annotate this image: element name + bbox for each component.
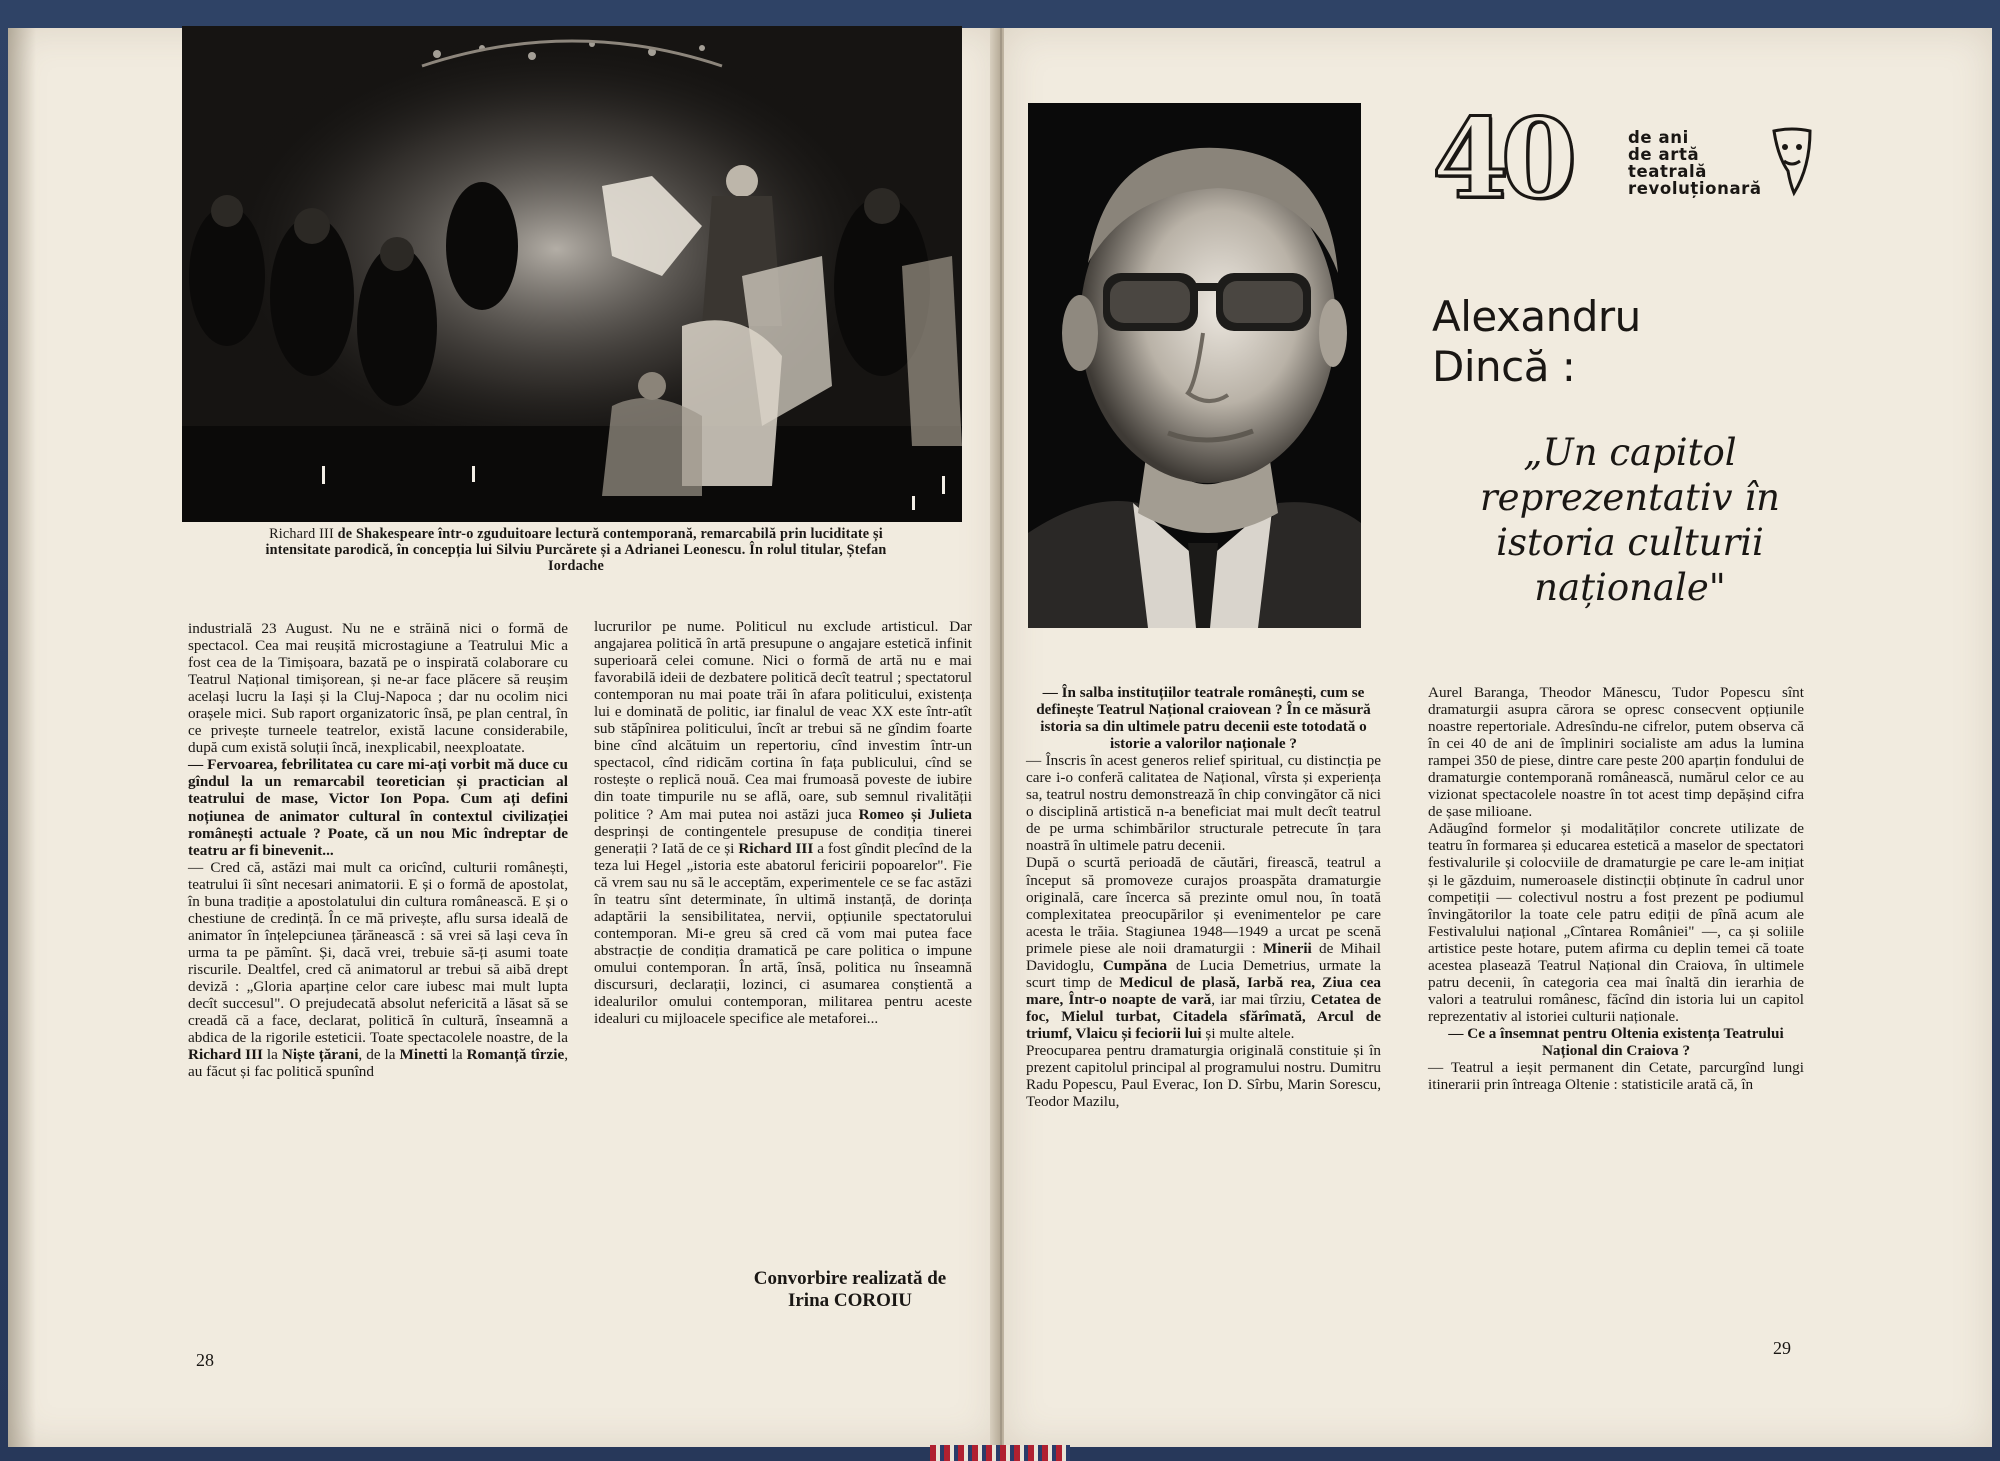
paragraph: Aurel Baranga, Theodor Mănescu, Tudor Popescu sînt dramaturgii asupra cărora se opresc consecvent opțiunile noastre repertoriale. Adresîndu-ne cifrelor, putem observa că în cei 40 de ani de împliniri socialiste am adus la lumina rampei 350 de piese, dintre care peste 200 aparțin fondului de dramaturgie contemporană românească, numărul celor ce au vizionat spectacolele noastre în tot acest timp depășind cifra de șase milioane. (1428, 684, 1804, 821)
text-run: la (262, 1046, 282, 1064)
answer-text: — Cred că, astăzi mai mult ca oricînd, culturii românești, teatrului îi sînt necesari animatorii. E și o formă de apostolat, în buna tradiție a apostolatului din cultura românească. E și o chestiune de credință. În ce mă privește, aflu sursa ideală de animator în înțelepciunea țărănească : să vrei să lași ceva în urma ta pe pămînt. Și, dacă vrei, trebuie să-ți asumi toate riscurile. Dealtfel, cred că animatorul ar trebui să aibă drept deviză : „Gloria aparține celor care iubesc mai mult lupta decît succesul". O prejudecată absolut nefericită a lăsat să se creadă că a face, declarat, politică în cultură, înseamnă a abdica de la rigorile esteticii. Toate spectacolele noastre, de la (188, 858, 568, 1047)
interview-signature (700, 1268, 1000, 1312)
text-run: , iar mai tîrziu, (1211, 990, 1311, 1008)
text-run: lucrurilor pe nume. Politicul nu exclude artisticul. Dar angajarea politică în artă presupune o angajare estetică infinit superioară celei comune. Nici o formă de artă nu e mai favorabilă ideii de dezbatere politică decît teatrul ; spectatorul contemporan nu mai poate trăi în afara politicului, existența lui e dominată de politic, iar finalul de veac XX este într-atît sub stăpînirea politicului, încît ar trebui să ne gîndim foarte bine cînd alcătuim un repertoriu, cînd investim într-un spectacol, cînd ridicăm cortina în fața publicului, cînd se rostește o replică nouă. Cea mai frumoasă poveste de iubire din toate timpurile nu se află, oare, sub semnul rivalității politice ? Am mai putea noi astăzi juca (594, 618, 972, 823)
text-run: , de la (358, 1046, 400, 1064)
play-title: Richard III (188, 1046, 263, 1064)
text-run: După o scurtă perioadă de căutări, firească, teatrul a început să promoveze curajos proaspăta dramaturgie originală, care încerca să prezinte omul nou, în toată complexitatea preocupărilor și evenimentelor pe care acesta le trăia. Stagiunea 1948—1949 a urcat pe scenă primele piese ale noii dramaturgii : (1026, 854, 1381, 957)
play-title: Romanță tîrzie (466, 1046, 565, 1064)
logo-line: de artă (1628, 145, 1700, 164)
signature-author: Irina COROIU (787, 1290, 913, 1311)
text-run: a fost gîndit plecînd de la teza lui Hegel „istoria este abatorul fericirii popoarelor". Fie că vrem sau nu să le acceptăm, experimentele ce se fac astăzi în teatru sînt determinate, în ultimă instanță, de dorința adaptării la sensibilitatea, nervii, opțiunile spectatorului contemporan. Mi-e greu să cred că vom mai putea face abstracție de condiția dramatică pe care politica o impune omului contemporan. În artă, însă, politica nu înseamnă discursuri, declarații, lozinci, ci asumarea conștientă a idealurilor omului contemporan, militarea pentru aceste idealuri cu mijloacele specifice ale metaforei... (594, 839, 972, 1028)
play-title: Cumpăna (1102, 956, 1168, 974)
play-title: Minerii (1262, 939, 1312, 957)
logo-line: teatrală (1628, 162, 1707, 181)
play-title: Romeo și Julieta (858, 805, 972, 823)
paragraph: Adăugînd formelor și modalităților concrete utilizate de teatru în formarea și educarea estetică a maselor de spectatori festivalurile și colocviile de dramaturgie pe care le-am inițiat și le găzduim, numeroasele distincții obținute în cadrul unor competiții — colectivul nostru a fost prezent pe podiumul învingătorilor la toate cele patru ediții de pînă acum ale Festivalului național „Cîntarea României" —, ca și soliile artistice peste hotare, putem afirma cu deplin temei că toate acestea plasează Teatrul Național din Craiova, în ultimele patru decenii, în categoria cea mai înaltă din ierarhia de valori a teatrului românesc, făcînd din istoria lui un capitol reprezentativ al istoriei culturii naționale. (1428, 820, 1804, 1025)
text-run: desprinși de contingentele presupuse de condiția tinerei generații ? Iată de ce și (594, 822, 972, 857)
paragraph: industrială 23 August. Nu ne e străină nici o formă de spectacol. Cea mai reușită microstagiune a Teatrului Mic a fost cea de la Timișoara, bazată pe o inspirată colaborare cu Teatrul Național timișorean, și ne-ar face plăcere să reușim același lucru la Iași și la Cluj-Napoca ; dar nu ocolim nici orașele mici. Sub raport organizatoric însă, pe plan central, în ce privește turneele teatrelor, există lacune considerabile, după cum există soluții încă, inexplicabil, neexploatate. (188, 620, 568, 757)
theater-mask-icon (1772, 127, 1812, 197)
right-column-1 (1026, 684, 1381, 1110)
signature-line-1: Convorbire realizată de (753, 1268, 947, 1289)
caption-text: de Shakespeare într-o zguduitoare lectură contemporană, remarcabilă prin luciditate și intensitate parodică, în concepția lui Silviu Purcărete și a Adrianei Leonescu. În rolul titular, Ștefan Iordache (265, 526, 887, 574)
paragraph (188, 859, 568, 1081)
paragraph (594, 618, 972, 1027)
paragraph: — Teatrul a ieșit permanent din Cetate, parcurgînd lungi itinerarii prin întreaga Oltenie : statisticile arată că, în (1428, 1059, 1804, 1094)
binding-thread (930, 1445, 1070, 1461)
interview-question: — Fervoarea, febrilitatea cu care mi-ați vorbit mă duce cu gîndul la un remarcabil teoretician și practician al teatrului de mase, Victor Ion Popa. Cum ați defini noțiunea de animator cultural în contextul civilizației românești actuale ? Poate, că un nou Mic îndreptar de teatru ar fi binevenit... (188, 756, 568, 859)
photo-caption (236, 526, 916, 574)
paragraph: Preocuparea pentru dramaturgia originală constituie și în prezent capitolul principal al programului nostru. Dumitru Radu Popescu, Paul Everac, Ion D. Sîrbu, Marin Sorescu, Teodor Mazilu, (1026, 1041, 1381, 1111)
theater-photo (182, 26, 962, 522)
right-column-2 (1428, 684, 1804, 1093)
anniversary-logo (1432, 94, 1812, 223)
play-title: Richard III (738, 839, 814, 857)
page-number-right: 29 (1773, 1338, 1791, 1358)
logo-line: de ani (1628, 128, 1689, 147)
page-number-left: 28 (196, 1350, 214, 1370)
caption-play-title: Richard III (269, 526, 334, 542)
name-line-1: Alexandru (1432, 292, 1641, 341)
paragraph: — Înscris în acest generos relief spiritual, cu distincția pe care i-o conferă calitatea de Național, vîrsta și experiența sa, teatrul nostru demonstrează în chip convingător că nici o disciplină artistică n-a beneficiat mai mult decît teatrul de pe urma schimbărilor structurale petrecute în țara noastră în ultimele patru decenii. (1026, 752, 1381, 855)
interview-subject-name (1432, 292, 1641, 392)
logo-line: revoluționară (1628, 179, 1762, 198)
name-line-2: Dincă : (1432, 342, 1576, 391)
play-title: Cetatea de foc, Mielul turbat, Citadela sfărîmată, Arcul de triumf, Vlaicu și feciorii lui (1026, 990, 1381, 1042)
logo-number: 40 (1432, 94, 1570, 223)
interview-question: — Ce a însemnat pentru Oltenia existența Teatrului Național din Craiova ? (1448, 1024, 1784, 1059)
play-title: Niște țărani (281, 1046, 359, 1064)
play-title: Minetti (399, 1046, 448, 1064)
text-run: , au făcut și fac politică spunînd (188, 1046, 569, 1081)
article-headline-quote: „Un capitol reprezentativ în istoria culturii naționale" (1479, 431, 1781, 609)
left-column-2 (594, 618, 972, 1027)
play-title: Medicul de plasă, Iarbă rea, Ziua cea mare, Într-o noapte de vară (1026, 973, 1382, 1008)
text-run: și multe altele. (1201, 1024, 1295, 1042)
paragraph (1026, 854, 1381, 1042)
left-column-1 (188, 620, 568, 1080)
interview-question: — În salba instituțiilor teatrale românești, cum se definește Teatrul Național craiovean ? În ce măsură istoria sa din ultimele patru decenii este totodată o istorie a valorilor naționale ? (1036, 684, 1371, 753)
text-run: la (447, 1046, 467, 1064)
left-edge-shadow (8, 28, 36, 1447)
text-run: de Mihail Davidoglu, (1026, 939, 1381, 974)
portrait-photo (1028, 103, 1361, 628)
text-run: de Lucia Demetrius, urmate la scurt timp de (1026, 956, 1381, 991)
